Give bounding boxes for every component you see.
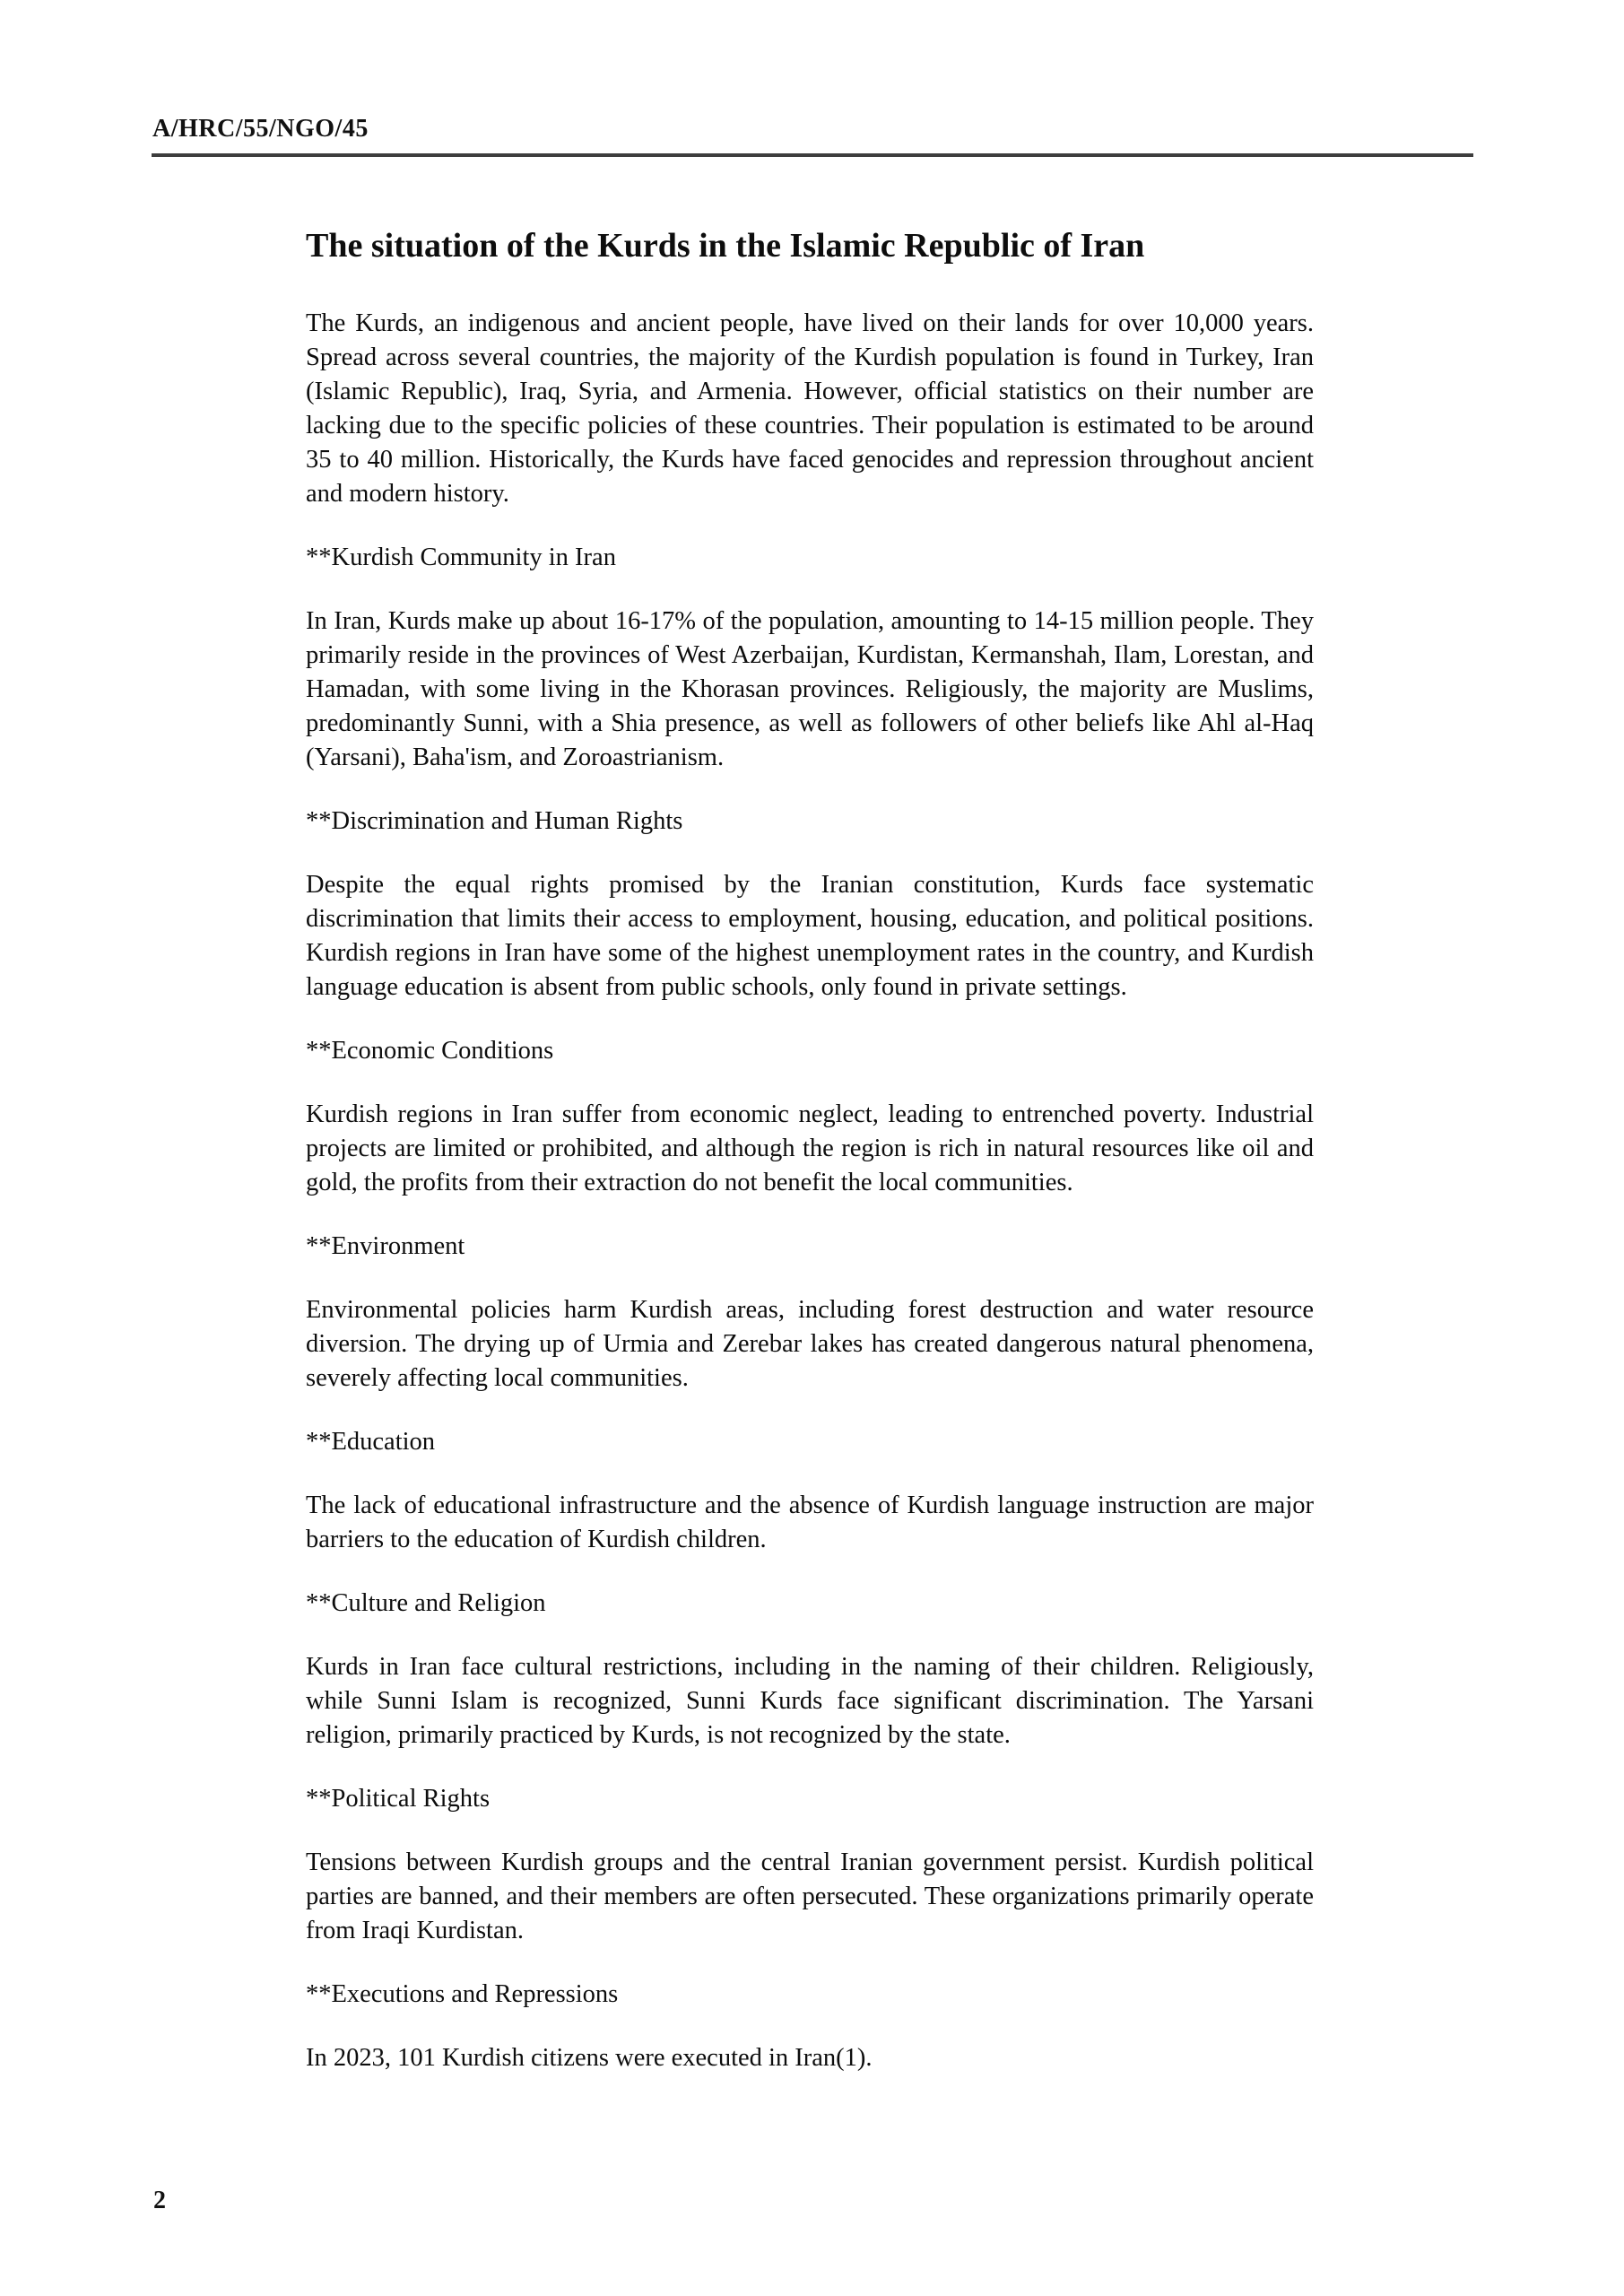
page-title: The situation of the Kurds in the Islamic Republic of Iran bbox=[306, 227, 1145, 265]
document-symbol: A/HRC/55/NGO/45 bbox=[152, 115, 369, 143]
section-heading-culture-religion: **Culture and Religion bbox=[306, 1589, 546, 1617]
paragraph-environment: Environmental policies harm Kurdish areas, including forest destruction and water resource diversion. The drying up of Urmia and Zerebar lakes has created dangerous natural phenomena, severely affecting local communities. bbox=[306, 1296, 1314, 1392]
page-number: 2 bbox=[153, 2187, 166, 2214]
section-heading-kurdish-community: **Kurdish Community in Iran bbox=[306, 544, 616, 571]
header-divider bbox=[152, 153, 1473, 157]
paragraph-kurds-overview: The Kurds, an indigenous and ancient people, have lived on their lands for over 10,000 years. Spread across several countries, the majority of the Kurdish population is found in Turkey, Iran (Islamic Republic), Iraq, Syria, and Armenia. However, official statistics on their number are lacking due to the specific policies of these countries. Their population is estimated to be around 35 to 40 million. Historically, the Kurds have faced genocides and repression throughout ancient and modern history. bbox=[306, 309, 1314, 508]
paragraph-kurdish-community: In Iran, Kurds make up about 16-17% of the population, amounting to 14-15 million people. They primarily reside in the provinces of West Azerbaijan, Kurdistan, Kermanshah, Ilam, Lorestan, and Hamadan, with some living in the Khorasan provinces. Religiously, the majority are Muslims, predominantly Sunni, with a Shia presence, as well as followers of other beliefs like Ahl al-Haq (Yarsani), Baha'ism, and Zoroastrianism. bbox=[306, 607, 1314, 771]
paragraph-executions: In 2023, 101 Kurdish citizens were executed in Iran(1). bbox=[306, 2044, 873, 2072]
section-heading-environment: **Environment bbox=[306, 1232, 465, 1260]
paragraph-culture-religion: Kurds in Iran face cultural restrictions, including in the naming of their children. Religiously, while Sunni Islam is recognized, Sunni Kurds face significant discrimination. The Yarsani religion, primarily practiced by Kurds, is not recognized by the state. bbox=[306, 1653, 1314, 1749]
paragraph-political-rights: Tensions between Kurdish groups and the central Iranian government persist. Kurdish political parties are banned, and their members are often persecuted. These organizations primarily operate from Iraqi Kurdistan. bbox=[306, 1848, 1314, 1944]
paragraph-economic-conditions: Kurdish regions in Iran suffer from economic neglect, leading to entrenched poverty. Industrial projects are limited or prohibited, and although the region is rich in natural resources like oil and gold, the profits from their extraction do not benefit the local communities. bbox=[306, 1100, 1314, 1196]
paragraph-education: The lack of educational infrastructure and the absence of Kurdish language instruction are major barriers to the education of Kurdish children. bbox=[306, 1492, 1314, 1553]
document-body bbox=[306, 224, 1314, 2105]
section-heading-political-rights: **Political Rights bbox=[306, 1785, 491, 1813]
paragraph-discrimination: Despite the equal rights promised by the Iranian constitution, Kurds face systematic discrimination that limits their access to employment, housing, education, and political positions. Kurdish regions in Iran have some of the highest unemployment rates in the country, and Kurdish language education is absent from public schools, only found in private settings. bbox=[306, 871, 1314, 1001]
section-heading-discrimination: **Discrimination and Human Rights bbox=[306, 807, 683, 835]
section-heading-economic-conditions: **Economic Conditions bbox=[306, 1037, 554, 1065]
section-heading-executions: **Executions and Repressions bbox=[306, 1980, 619, 2008]
section-heading-education: **Education bbox=[306, 1428, 436, 1456]
